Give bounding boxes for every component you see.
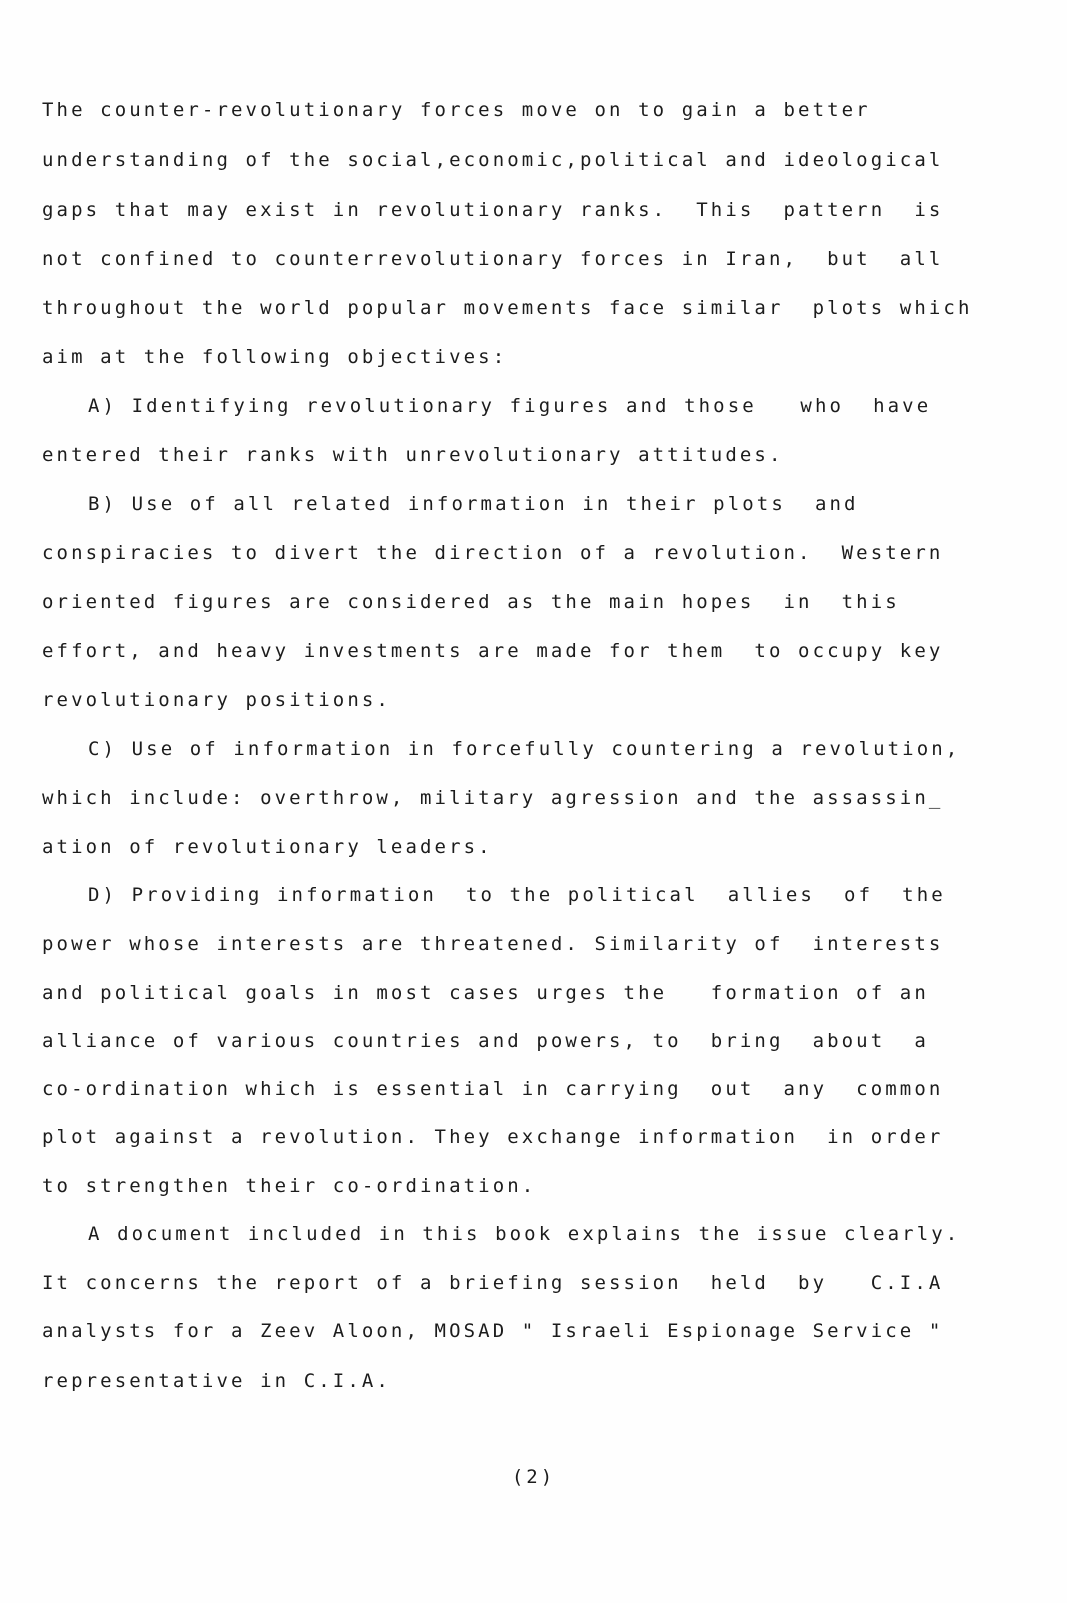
text-line: oriented figures are considered as the main hopes in this [42, 591, 900, 613]
text-line: representative in C.I.A. [42, 1370, 391, 1392]
page-number: (2) [511, 1466, 556, 1488]
text-line: which include: overthrow, military agression and the assassin_ [42, 787, 944, 809]
list-item-d: D) Providing information to the political allies of the [88, 884, 946, 906]
text-line: ation of revolutionary leaders. [42, 836, 493, 858]
text-line: gaps that may exist in revolutionary ranks. This pattern is [42, 199, 944, 221]
text-line: understanding of the social,economic,political and ideological [42, 149, 944, 171]
list-item-b: B) Use of all related information in their plots and [88, 493, 859, 515]
text-line: and political goals in most cases urges the formation of an [42, 982, 929, 1004]
text-line: plot against a revolution. They exchange information in order [42, 1126, 944, 1148]
text-line: The counter-revolutionary forces move on to gain a better [42, 99, 871, 121]
text-line: to strengthen their co-ordination. [42, 1175, 537, 1197]
text-line: alliance of various countries and powers, to bring about a [42, 1030, 929, 1052]
text-line: co-ordination which is essential in carrying out any common [42, 1078, 944, 1100]
text-line: conspiracies to divert the direction of a revolution. Western [42, 542, 944, 564]
text-line: power whose interests are threatened. Similarity of interests [42, 933, 944, 955]
list-item-a: A) Identifying revolutionary figures and those who have [88, 395, 932, 417]
text-line: entered their ranks with unrevolutionary attitudes. [42, 444, 784, 466]
text-line: It concerns the report of a briefing session held by C.I.A [42, 1272, 944, 1294]
text-line: analysts for a Zeev Aloon, MOSAD " Israeli Espionage Service " [42, 1320, 944, 1342]
text-line: effort, and heavy investments are made for them to occupy key [42, 640, 944, 662]
list-item-c: C) Use of information in forcefully countering a revolution, [88, 738, 961, 760]
text-line: revolutionary positions. [42, 689, 391, 711]
text-line: throughout the world popular movements face similar plots which [42, 297, 973, 319]
text-line: not confined to counterrevolutionary forces in Iran, but all [42, 248, 944, 270]
paragraph-start: A document included in this book explains the issue clearly. [88, 1223, 961, 1245]
text-line: aim at the following objectives: [42, 346, 508, 368]
